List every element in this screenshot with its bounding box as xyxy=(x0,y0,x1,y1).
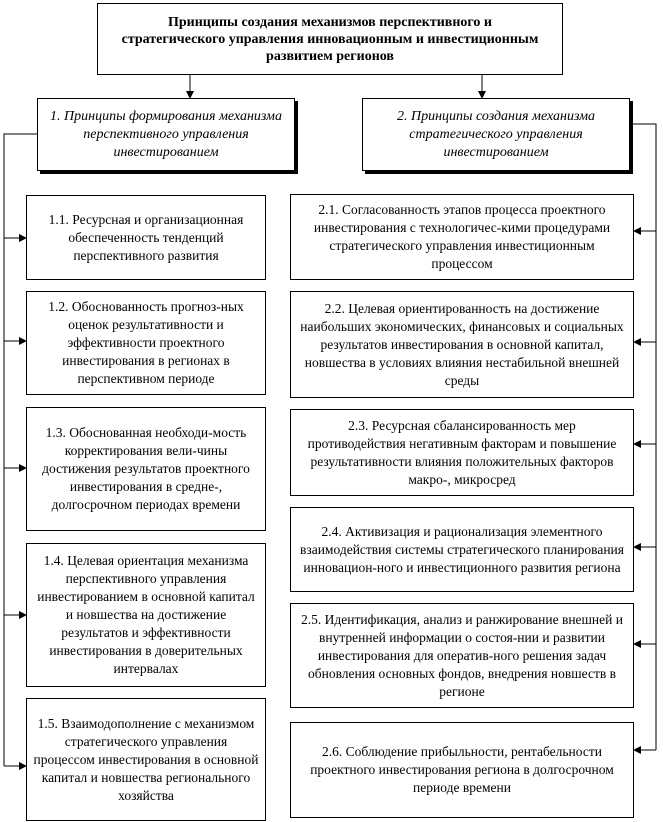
right-item-2 xyxy=(290,291,634,398)
right-item-5-text: 2.5. Идентификация, анализ и ранжирование внешней и внутренней информации о состоя-нии и развитии инвестирования для оператив-ного решения задач обновления основных фондов, внедрения новшеств в регионе xyxy=(301,611,623,699)
left-item-1 xyxy=(26,195,266,280)
diagram-title-text: Принципы создания механизмов перспективного и стратегического управления инновационным и инвестиционным развитием регионов xyxy=(121,14,539,64)
right-item-6-text: 2.6. Соблюдение прибыльности, рентабельности проектного инвестирования региона в долгосрочном периоде времени xyxy=(310,744,614,795)
left-item-2 xyxy=(26,291,266,395)
right-item-1 xyxy=(290,194,634,280)
left-item-1-text: 1.1. Ресурсная и организационная обеспеченность тенденций перспективного развития xyxy=(48,211,244,263)
right-item-3-text: 2.3. Ресурсная сбалансированность мер противодействия негативным факторам и повышение результативности влияния положительных факторов макро-, микросред xyxy=(307,417,617,487)
right-branch-heading-text: 2. Принципы создания механизма стратегического управления инвестированием xyxy=(396,108,596,160)
right-branch-heading xyxy=(362,98,630,171)
right-item-3 xyxy=(290,409,634,496)
right-item-1-text: 2.1. Согласованность этапов процесса проектного инвестирования с технологичес-кими процедурами стратегического управления инвестиционным процессом xyxy=(313,202,611,271)
right-item-6 xyxy=(290,722,634,818)
left-item-4-text: 1.4. Целевая ориентация механизма перспективного управления инвестированием в основной капитал и новшества на достижение результатов и эффективности инвестирования в доверительных интервалах xyxy=(37,553,255,676)
left-item-5 xyxy=(26,698,266,821)
left-item-2-text: 1.2. Обоснованность прогноз-ных оценок результативности и эффективности проектного инвестирования в регионах в перспективном периоде xyxy=(48,299,244,386)
diagram-title xyxy=(97,3,563,75)
right-item-4-text: 2.4. Активизация и рационализация элементного взаимодействия системы стратегического планирования инновацион-ного и инвестиционного развития региона xyxy=(300,523,624,575)
left-item-4 xyxy=(26,543,266,687)
left-branch-heading xyxy=(37,98,295,171)
left-item-3 xyxy=(26,407,266,531)
right-item-2-text: 2.2. Целевая ориентированность на достижение наибольших экономических, финансовых и социальных результатов инвестирования в основной капитал, новшества в условиях влияния нестабильной внешней среды xyxy=(300,300,624,388)
left-item-5-text: 1.5. Взаимодополнение с механизмом стратегического управления процессом инвестирования в основной капитал и новшества регионального хозяйства xyxy=(33,715,259,803)
left-branch-heading-text: 1. Принципы формирования механизма перспективного управления инвестированием xyxy=(50,108,282,160)
right-item-4 xyxy=(290,507,634,592)
right-item-5 xyxy=(290,603,634,708)
left-item-3-text: 1.3. Обоснованная необходи-мость корректирования вели-чины достижения результатов проектного инвестирования в средне-, долгосрочном периодах времени xyxy=(42,425,250,512)
